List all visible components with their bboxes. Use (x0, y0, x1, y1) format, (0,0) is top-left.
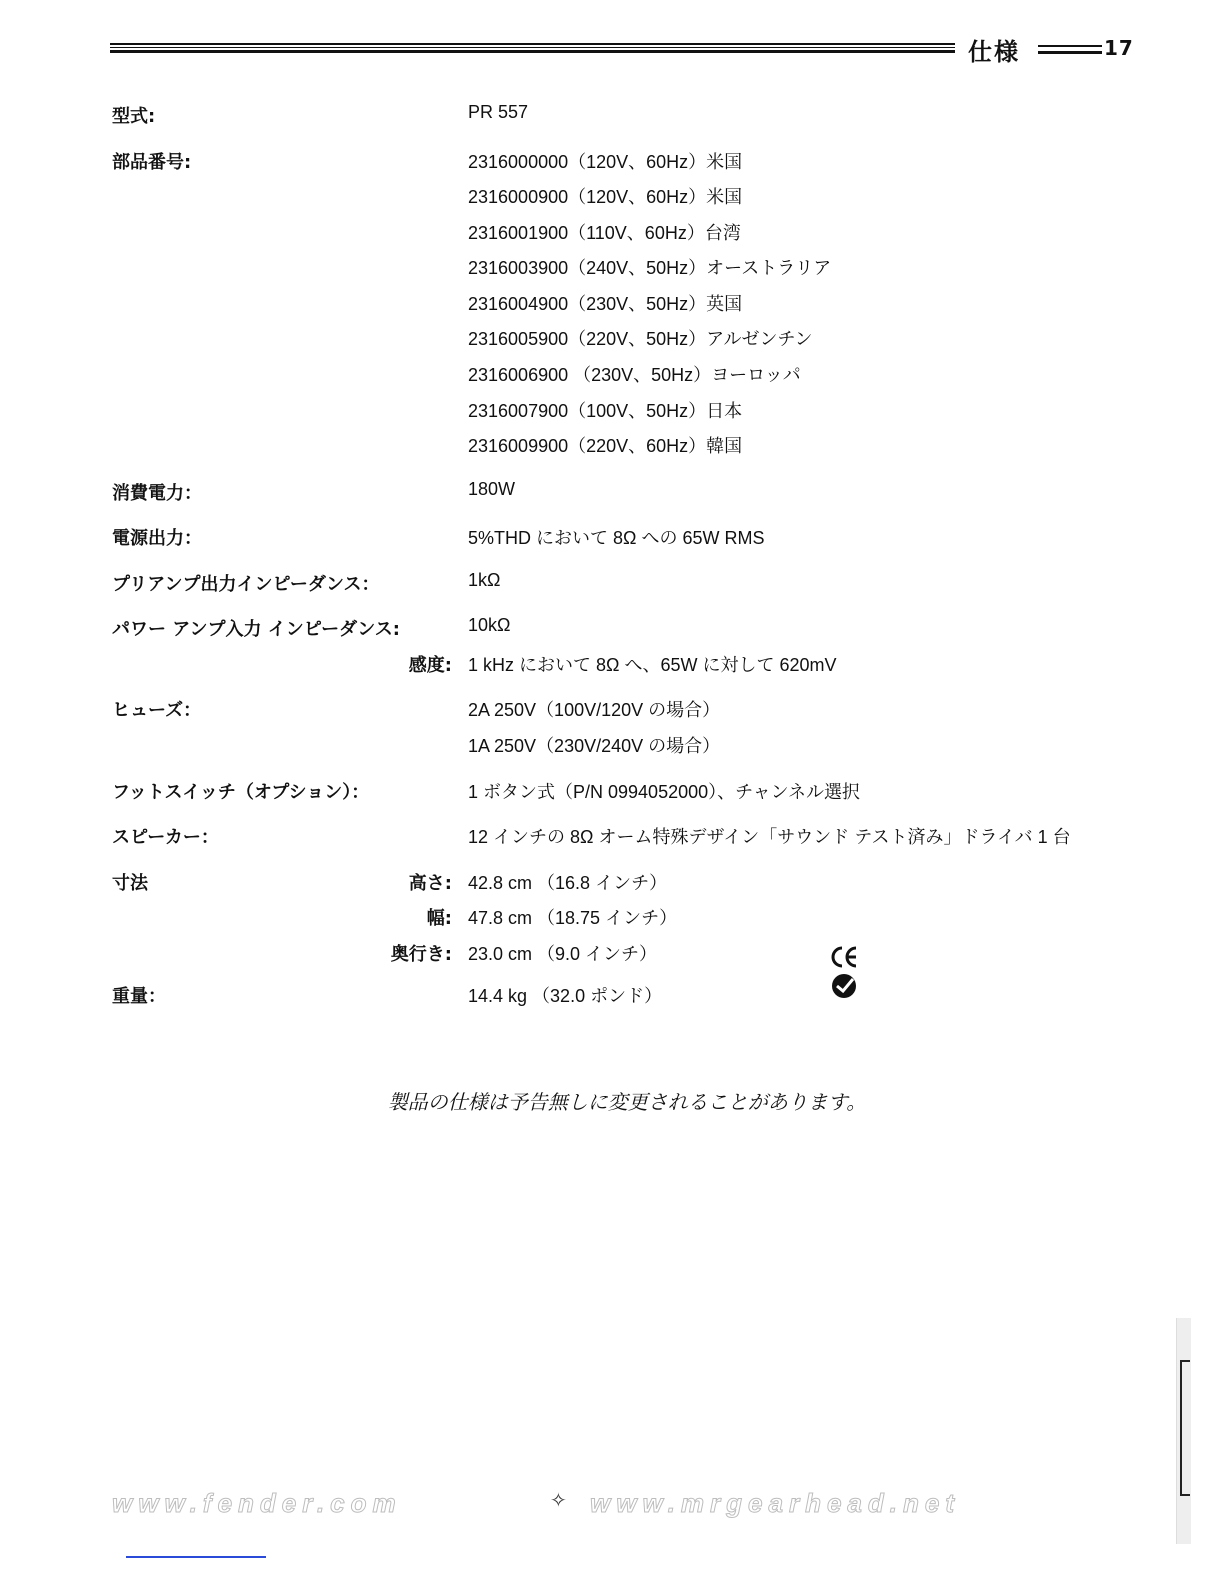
power-consumption-label: 消費電力： (112, 483, 202, 504)
part-number-row: 2316001900（110V、60Hz）台湾 (468, 223, 741, 243)
speaker-label: スピーカー： (112, 827, 219, 848)
sensitivity-value: 1 kHz において 8Ω へ、65W に対して 620mV (468, 655, 837, 675)
speaker-value: 12 インチの 8Ω オーム特殊デザイン「サウンド テスト済み」ドライバ 1 台 (468, 827, 1071, 847)
part-number-row: 2316005900（220V、50Hz）アルゼンチン (468, 329, 813, 349)
part-number-row: 2316000900（120V、60Hz）米国 (468, 187, 743, 207)
certification-marks (828, 944, 862, 1000)
width-value: 47.8 cm （18.75 インチ） (468, 908, 678, 928)
preamp-impedance-value: 1kΩ (468, 570, 501, 590)
page-number: 17 (1104, 36, 1134, 60)
page-title: 仕様 (968, 38, 1020, 66)
c-tick-mark-icon (832, 974, 856, 998)
footer-url-mrgearhead[interactable]: www.mrgearhead.net (590, 1488, 960, 1518)
preamp-impedance-label: プリアンプ出力インピーダンス： (112, 574, 380, 595)
power-output-label: 電源出力： (112, 528, 202, 549)
weight-value: 14.4 kg （32.0 ポンド） (468, 986, 663, 1006)
footer-url-fender[interactable]: www.fender.com (112, 1488, 402, 1518)
depth-value: 23.0 cm （9.0 インチ） (468, 944, 658, 964)
dimensions-label: 寸法 (112, 873, 148, 894)
side-tab-bracket (1180, 1360, 1190, 1496)
weight-label: 重量： (112, 986, 166, 1007)
part-number-row: 2316003900（240V、50Hz）オーストラリア (468, 258, 832, 278)
fuse-row: 1A 250V（230V/240V の場合） (468, 736, 721, 756)
model-value: PR 557 (468, 102, 529, 122)
depth-label: 奥行き: (390, 944, 452, 965)
ce-mark-icon (833, 948, 856, 966)
header-rule-right (1038, 45, 1102, 54)
part-number-row: 2316009900（220V、60Hz）韓国 (468, 436, 743, 456)
width-label: 幅: (426, 908, 452, 929)
power-amp-impedance-label: パワー アンプ入力 インピーダンス: (112, 619, 400, 640)
header-rule-left (110, 43, 955, 53)
part-numbers-label: 部品番号: (112, 152, 192, 173)
fuse-row: 2A 250V（100V/120V の場合） (468, 700, 721, 720)
sensitivity-label: 感度: (408, 655, 452, 676)
power-consumption-value: 180W (468, 479, 516, 499)
part-number-row: 2316007900（100V、50Hz）日本 (468, 401, 743, 421)
model-label: 型式: (112, 106, 156, 127)
footswitch-label: フットスイッチ（オプション）： (112, 782, 370, 803)
height-label: 高さ: (408, 873, 452, 894)
fuses-label: ヒューズ： (112, 700, 202, 721)
power-amp-impedance-value: 10kΩ (468, 615, 511, 635)
part-number-row: 2316004900（230V、50Hz）英国 (468, 294, 743, 314)
footswitch-value: 1 ボタン式（P/N 0994052000）、チャンネル選択 (468, 782, 861, 802)
power-output-value: 5%THD において 8Ω への 65W RMS (468, 528, 765, 548)
part-number-row: 2316000000（120V、60Hz）米国 (468, 152, 743, 172)
part-number-row: 2316006900 （230V、50Hz）ヨーロッパ (468, 365, 801, 385)
bottom-link-underline (126, 1556, 266, 1558)
sparkle-icon: ✧ (550, 1488, 567, 1512)
specs-change-notice: 製品の仕様は予告無しに変更されることがあります。 (387, 1092, 867, 1114)
height-value: 42.8 cm （16.8 インチ） (468, 873, 668, 893)
